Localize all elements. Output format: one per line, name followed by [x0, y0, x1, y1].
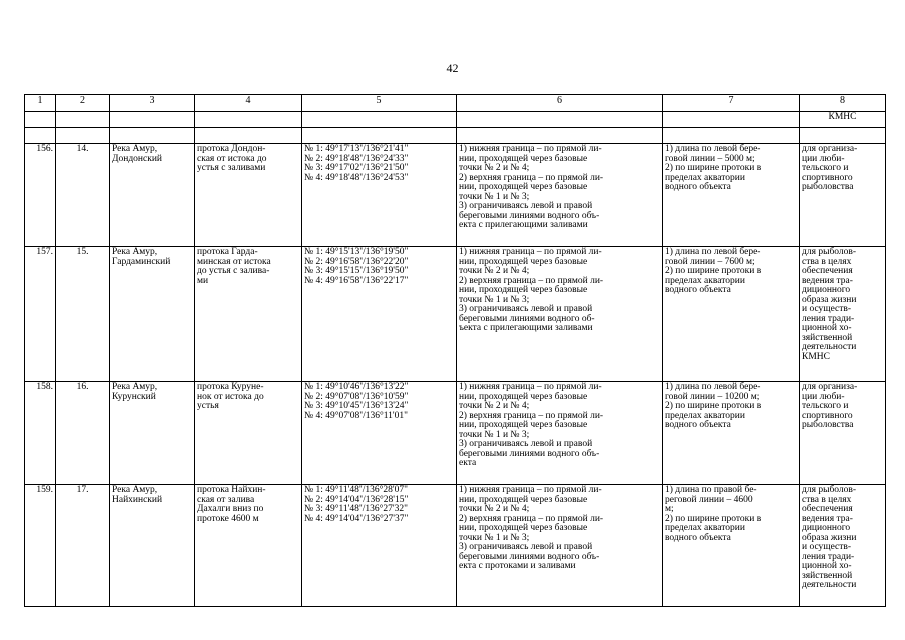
river-name-line: Река Амур,: [112, 144, 158, 154]
coordinates-cell: [302, 485, 457, 607]
area-location-line: ми: [197, 275, 209, 286]
area-location-cell: [195, 485, 302, 607]
area-borders-cell: [457, 485, 663, 607]
area-purpose-line: ления тради-: [802, 313, 855, 324]
area-length-line: м;: [665, 504, 674, 514]
area-length-line: 2) по ширине протоки в: [665, 401, 762, 411]
area-location-line: протока Куруне-: [197, 382, 264, 392]
area-borders-line: нии, проходящей через базовые: [459, 494, 588, 505]
column-header: 7: [663, 95, 800, 112]
area-borders-line: точки № 2 и № 4;: [459, 504, 530, 514]
column-header: 1: [25, 95, 56, 112]
area-purpose-line: ции люби-: [802, 153, 845, 164]
area-length-line: водного объекта: [665, 420, 731, 430]
page-number: 42: [446, 61, 459, 75]
river-name-line: Река Амур,: [112, 382, 158, 392]
area-purpose-cell: [800, 247, 886, 382]
area-borders-line: 3) ограничиваясь левой и правой: [459, 439, 593, 449]
area-location-line: минская от истока: [197, 256, 271, 267]
carry-over-text: КМНС: [800, 112, 886, 128]
area-purpose-line: ведения тра-: [802, 513, 853, 524]
coordinates-line: № 3: 49°11'48"/136°27'32": [304, 504, 409, 514]
area-borders-line: 3) ограничиваясь левой и правой: [459, 542, 593, 552]
area-borders-line: точки № 2 и № 4;: [459, 401, 530, 411]
area-length-cell: [663, 382, 800, 485]
area-length-line: 1) длина по левой бере-: [665, 144, 761, 154]
row-number-cell: 159.: [25, 485, 56, 607]
column-header: 2: [56, 95, 110, 112]
area-purpose-line: рыболовства: [802, 182, 854, 192]
column-header: 8: [800, 95, 886, 112]
area-purpose-line: тельского и: [802, 163, 849, 173]
area-purpose-cell: [800, 485, 886, 607]
area-length-line: говой линии – 5000 м;: [665, 153, 755, 164]
river-name-cell: [110, 247, 195, 382]
area-location-cell: [195, 382, 302, 485]
table-row: [25, 247, 886, 382]
area-length-line: пределах акватории: [665, 523, 745, 533]
area-purpose-line: ведения тра-: [802, 275, 853, 286]
area-purpose-line: обеспечения: [802, 266, 853, 276]
area-borders-line: точки № 1 и № 3;: [459, 532, 530, 543]
area-borders-line: нии, проходящей через базовые: [459, 182, 588, 192]
area-purpose-line: обеспечения: [802, 504, 853, 514]
row-number-cell: 156.: [25, 144, 56, 247]
area-purpose-line: образа жизни: [802, 532, 857, 543]
area-length-line: водного объекта: [665, 182, 731, 192]
coordinates-line: № 4: 49°14'04"/136°27'37": [304, 513, 409, 524]
coordinates-line: № 1: 49°17'13"/136°21'41": [304, 144, 409, 154]
river-name-cell: [110, 144, 195, 247]
area-borders-line: точки № 1 и № 3;: [459, 191, 530, 202]
area-length-line: 1) длина по левой бере-: [665, 382, 761, 392]
area-purpose-line: спортивного: [802, 410, 853, 421]
river-name-line: Река Амур,: [112, 485, 158, 495]
coordinates-line: № 3: 49°15'15"/136°19'50": [304, 266, 409, 276]
area-borders-line: 1) нижняя граница – по прямой ли-: [459, 247, 602, 257]
header-row: [25, 95, 886, 112]
area-length-line: водного объекта: [665, 285, 731, 295]
area-purpose-line: деятельности: [802, 342, 857, 352]
river-name-cell: [110, 382, 195, 485]
area-borders-line: нии, проходящей через базовые: [459, 153, 588, 164]
area-borders-line: точки № 1 и № 3;: [459, 294, 530, 305]
area-location-line: устья с заливами: [197, 163, 266, 173]
river-name-line: Река Амур,: [112, 247, 158, 257]
river-name-line: Гардаминский: [112, 256, 171, 267]
area-borders-line: 2) верхняя граница – по прямой ли-: [459, 513, 604, 524]
river-name-line: Дондонский: [112, 153, 162, 164]
fishing-areas-table: [24, 94, 886, 607]
area-length-line: говой линии – 7600 м;: [665, 256, 755, 267]
area-length-line: говой линии – 10200 м;: [665, 391, 760, 402]
area-location-line: протока Гарда-: [197, 247, 258, 257]
area-borders-line: точки № 2 и № 4;: [459, 163, 530, 173]
coordinates-line: № 4: 49°18'48"/136°24'53": [304, 172, 409, 183]
area-length-line: пределах акватории: [665, 410, 745, 421]
area-length-cell: [663, 247, 800, 382]
coordinates-line: № 1: 49°11'48"/136°28'07": [304, 485, 409, 495]
area-location-line: ская от залива: [197, 494, 255, 505]
area-location-line: протока Дондон-: [197, 144, 266, 154]
area-borders-cell: [457, 144, 663, 247]
area-purpose-line: диционного: [802, 285, 851, 295]
area-location-line: до устья с залива-: [197, 266, 270, 276]
coordinates-line: № 2: 49°16'58"/136°22'20": [304, 256, 409, 267]
sub-number-cell: 14.: [56, 144, 110, 247]
coordinates-line: № 2: 49°18'48"/136°24'33": [304, 153, 409, 164]
coordinates-cell: [302, 247, 457, 382]
area-location-cell: [195, 144, 302, 247]
area-borders-line: 2) верхняя граница – по прямой ли-: [459, 172, 604, 183]
area-length-line: 1) длина по левой бере-: [665, 247, 761, 257]
area-borders-line: 1) нижняя граница – по прямой ли-: [459, 144, 602, 154]
river-name-cell: [110, 485, 195, 607]
coordinates-line: № 1: 49°15'13"/136°19'50": [304, 247, 409, 257]
row-number-cell: 158.: [25, 382, 56, 485]
coordinates-cell: [302, 382, 457, 485]
area-length-line: 2) по ширине протоки в: [665, 266, 762, 276]
area-borders-line: 3) ограничиваясь левой и правой: [459, 201, 593, 211]
coordinates-cell: [302, 144, 457, 247]
area-borders-line: нии, проходящей через базовые: [459, 391, 588, 402]
area-borders-line: нии, проходящей через базовые: [459, 285, 588, 295]
area-borders-line: ъекта с прилегающими заливами: [459, 323, 593, 333]
river-name-line: Найхинский: [112, 494, 163, 505]
area-purpose-line: ционной хо-: [802, 323, 852, 333]
coordinates-line: № 1: 49°10'46"/136°13'22": [304, 382, 409, 392]
table-row: [25, 144, 886, 247]
area-purpose-line: и осуществ-: [802, 542, 852, 552]
column-header: 6: [457, 95, 663, 112]
area-location-line: устья: [197, 401, 219, 411]
area-borders-line: 2) верхняя граница – по прямой ли-: [459, 275, 604, 286]
area-borders-line: точки № 2 и № 4;: [459, 266, 530, 276]
area-purpose-line: зяйственной: [802, 332, 853, 343]
area-purpose-line: спортивного: [802, 172, 853, 183]
area-borders-line: береговыми линиями водного объ-: [459, 551, 600, 562]
area-length-line: 2) по ширине протоки в: [665, 163, 762, 173]
area-purpose-line: образа жизни: [802, 294, 857, 305]
area-length-line: 2) по ширине протоки в: [665, 513, 762, 524]
sub-number-cell: 17.: [56, 485, 110, 607]
area-borders-line: нии, проходящей через базовые: [459, 256, 588, 267]
area-borders-line: 1) нижняя граница – по прямой ли-: [459, 382, 602, 392]
area-length-line: реговой линии – 4600: [665, 494, 753, 505]
row-number-cell: 157.: [25, 247, 56, 382]
area-length-line: пределах акватории: [665, 172, 745, 183]
coordinates-line: № 4: 49°16'58"/136°22'17": [304, 275, 409, 286]
column-header: 5: [302, 95, 457, 112]
area-location-cell: [195, 247, 302, 382]
area-borders-cell: [457, 247, 663, 382]
table-row: [25, 485, 886, 607]
area-borders-line: екта с протоками и заливами: [459, 561, 576, 571]
area-purpose-line: ления тради-: [802, 551, 855, 562]
area-location-line: нок от истока до: [197, 391, 264, 402]
area-length-cell: [663, 485, 800, 607]
area-length-line: пределах акватории: [665, 275, 745, 286]
coordinates-line: № 4: 49°07'08"/136°11'01": [304, 410, 409, 421]
area-purpose-line: ции люби-: [802, 391, 845, 402]
area-purpose-line: КМНС: [802, 351, 830, 362]
coordinates-line: № 2: 49°14'04"/136°28'15": [304, 494, 409, 505]
area-borders-line: береговыми линиями водного объ-: [459, 448, 600, 459]
column-header: 4: [195, 95, 302, 112]
area-length-cell: [663, 144, 800, 247]
area-purpose-line: для организа-: [802, 144, 858, 154]
sub-number-cell: 16.: [56, 382, 110, 485]
area-location-line: протока Найхин-: [197, 485, 266, 495]
area-borders-line: нии, проходящей через базовые: [459, 523, 588, 533]
area-borders-line: береговыми линиями водного об-: [459, 313, 595, 324]
column-header: 3: [110, 95, 195, 112]
river-name-line: Курунский: [112, 391, 156, 402]
area-purpose-cell: [800, 382, 886, 485]
coordinates-line: № 3: 49°10'45"/136°13'24": [304, 401, 409, 411]
area-purpose-line: для рыболов-: [802, 247, 857, 257]
area-borders-line: точки № 1 и № 3;: [459, 429, 530, 440]
area-purpose-cell: [800, 144, 886, 247]
sub-number-cell: 15.: [56, 247, 110, 382]
area-borders-line: екта с прилегающими заливами: [459, 220, 588, 230]
area-purpose-line: ционной хо-: [802, 561, 852, 571]
area-purpose-line: зяйственной: [802, 570, 853, 581]
area-borders-line: береговыми линиями водного объ-: [459, 210, 600, 221]
area-purpose-line: для организа-: [802, 382, 858, 392]
area-purpose-line: деятельности: [802, 580, 857, 590]
area-purpose-line: тельского и: [802, 401, 849, 411]
area-borders-line: екта: [459, 458, 477, 468]
area-borders-line: 3) ограничиваясь левой и правой: [459, 304, 593, 314]
area-borders-line: нии, проходящей через базовые: [459, 420, 588, 430]
area-borders-cell: [457, 382, 663, 485]
area-length-line: водного объекта: [665, 532, 731, 543]
coordinates-line: № 3: 49°17'02"/136°21'50": [304, 163, 409, 173]
area-purpose-line: диционного: [802, 523, 851, 533]
spacer-row: [25, 128, 886, 144]
coordinates-line: № 2: 49°07'08"/136°10'59": [304, 391, 409, 402]
area-location-line: ская от истока до: [197, 153, 267, 164]
area-location-line: Дахалги вниз по: [197, 504, 264, 514]
table-row: [25, 382, 886, 485]
area-purpose-line: и осуществ-: [802, 304, 852, 314]
area-purpose-line: ства в целях: [802, 494, 852, 505]
area-length-line: 1) длина по правой бе-: [665, 485, 757, 495]
area-borders-line: 1) нижняя граница – по прямой ли-: [459, 485, 602, 495]
area-borders-line: 2) верхняя граница – по прямой ли-: [459, 410, 604, 421]
area-location-line: протоке 4600 м: [197, 513, 259, 524]
area-purpose-line: рыболовства: [802, 420, 854, 430]
area-purpose-line: для рыболов-: [802, 485, 857, 495]
area-purpose-line: ства в целях: [802, 256, 852, 267]
carry-over-row: [25, 112, 886, 128]
